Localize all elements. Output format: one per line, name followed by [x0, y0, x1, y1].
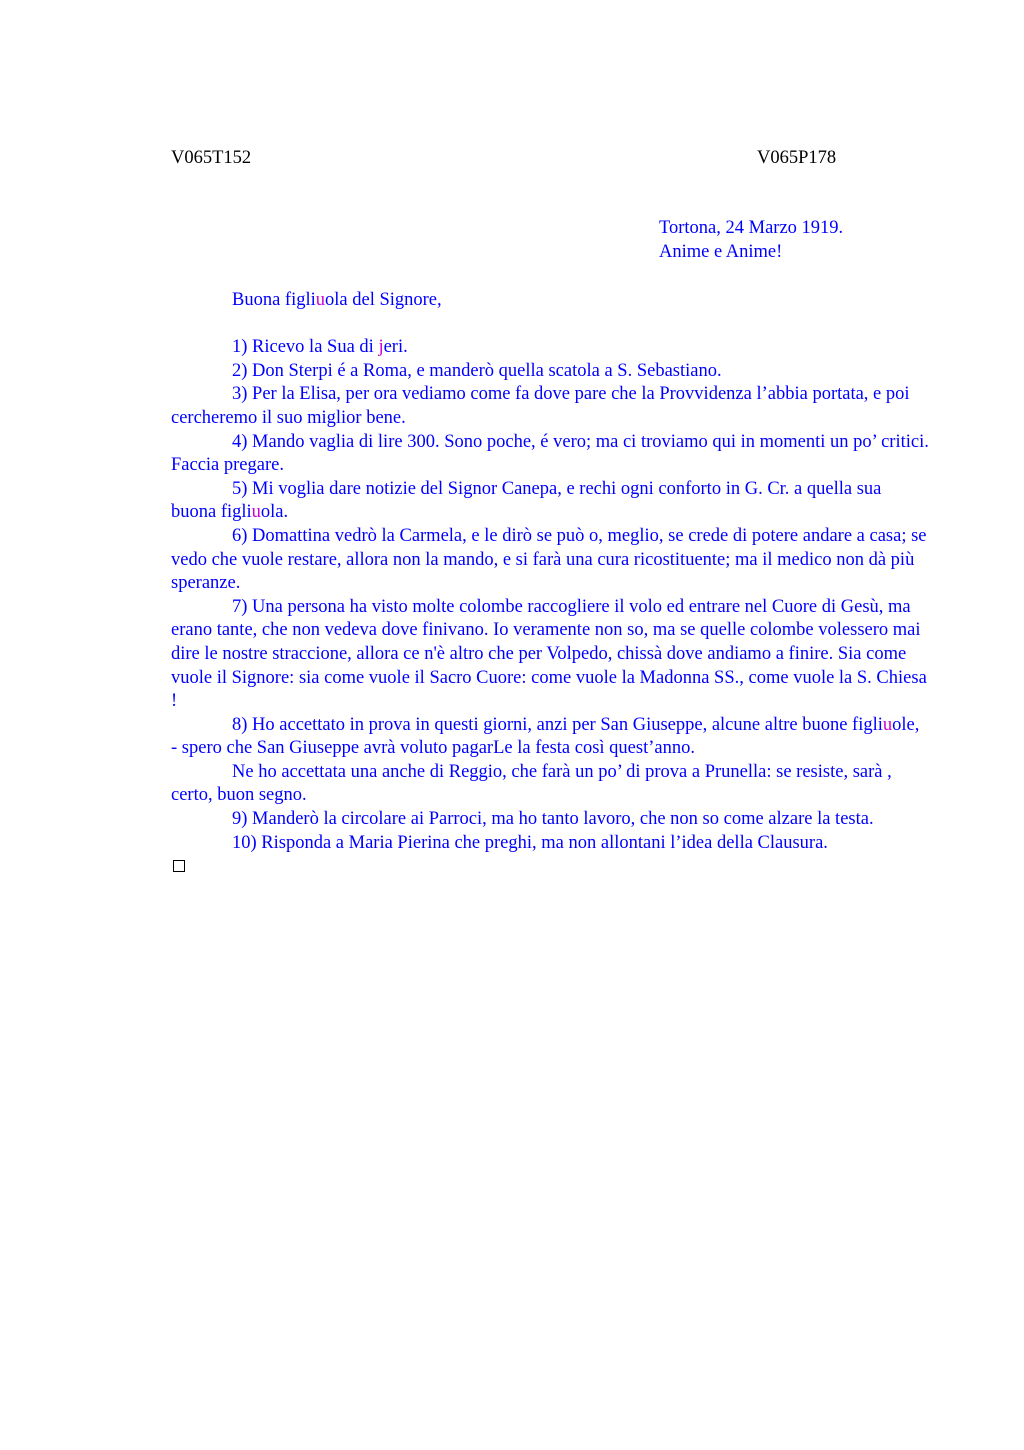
salutation: Buona figliuola del Signore, [232, 290, 442, 310]
letter-item-10: 10) Risponda a Maria Pierina che preghi, ma non allontani l’idea della Clausura. [232, 832, 828, 853]
letter-item-5: 5) Mi voglia dare notizie del Signor Canepa, e rechi ogni conforto in G. Cr. a quella sua buona figliuola. [171, 478, 882, 523]
letter-item-4: 4) Mando vaglia di lire 300. Sono poche, é vero; ma ci troviamo qui in momenti un po’ critici. Faccia pregare. [171, 431, 929, 476]
letter-item-8-continued: Ne ho accettata una anche di Reggio, che farà un po’ di prova a Prunella: se resiste, sarà , certo, buon segno. [171, 761, 892, 806]
letter-body [171, 289, 929, 872]
highlighted-letter: u [315, 290, 326, 310]
letter-item-1: 1) Ricevo la Sua di jeri. [232, 337, 408, 358]
dateline [659, 217, 843, 264]
letter-item-9: 9) Manderò la circolare ai Parroci, ma ho tanto lavoro, che non so come alzare la testa. [232, 809, 874, 830]
highlighted-letter: u [882, 714, 893, 735]
document-code-left: V065T152 [171, 148, 252, 168]
place-date: Tortona, 24 Marzo 1919. [659, 218, 844, 238]
letter-item-3: 3) Per la Elisa, per ora vediamo come fa dove pare che la Provvidenza l’abbia portata, e poi cercheremo il suo miglior bene. [171, 384, 910, 428]
letter-item-8: 8) Ho accettato in prova in questi giorni, anzi per San Giuseppe, alcune altre buone figliuole, - spero che San Giuseppe avrà voluto pagarLe la festa così quest’anno. [171, 714, 920, 759]
end-marker-square-icon [173, 860, 185, 872]
letter-item-7: 7) Una persona ha visto molte colombe raccogliere il volo ed entrare nel Cuore di Gesù, ma erano tante, che non vedeva dove finivano. Io veramente non so, ma se quelle colombe volessero mai dire le nostre straccione, allora ce n'è altro che per Volpedo, chissà dove andiamo a finire. Sia come vuole il Signore: sia come vuole il Sacro Cuore: come vuole la Madonna SS., come vuole la S. Chiesa ! [171, 596, 927, 712]
highlighted-letter: j [378, 337, 384, 358]
letter-item-6: 6) Domattina vedrò la Carmela, e le dirò se può o, meglio, se crede di potere andare a casa; se vedo che vuole restare, allora non la mando, e si farà una cura ricostituente; ma il medico non dà più speranze. [171, 525, 927, 594]
document-code-right: V065P178 [757, 148, 837, 168]
highlighted-letter: u [251, 502, 261, 523]
letter-item-2: 2) Don Sterpi é a Roma, e manderò quella scatola a S. Sebastiano. [232, 360, 722, 381]
motto: Anime e Anime! [659, 241, 783, 262]
